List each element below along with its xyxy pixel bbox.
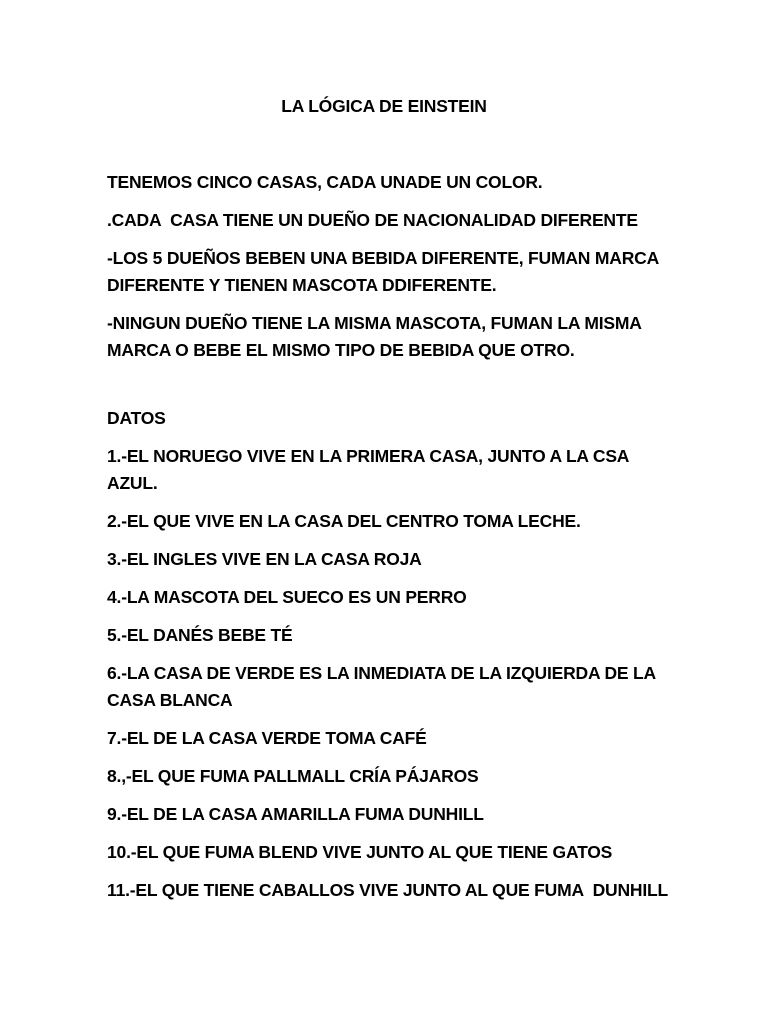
clue-item: 5.-EL DANÉS BEBE TÉ <box>107 625 293 645</box>
clue-item: 11.-EL QUE TIENE CABALLOS VIVE JUNTO AL QUE FUMA DUNHILL <box>107 880 668 900</box>
intro-paragraph-3: -LOS 5 DUEÑOS BEBEN UNA BEBIDA DIFERENTE, FUMAN MARCA DIFERENTE Y TIENEN MASCOTA DDIFERENTE. <box>107 248 659 295</box>
clue-item: 10.-EL QUE FUMA BLEND VIVE JUNTO AL QUE TIENE GATOS <box>107 842 613 862</box>
clue-item: 1.-EL NORUEGO VIVE EN LA PRIMERA CASA, JUNTO A LA CSA AZUL. <box>107 446 629 493</box>
clue-item: 8.,-EL QUE FUMA PALLMALL CRÍA PÁJAROS <box>107 766 479 786</box>
clue-item: 6.-LA CASA DE VERDE ES LA INMEDIATA DE LA IZQUIERDA DE LA CASA BLANCA <box>107 663 656 710</box>
clue-item: 4.-LA MASCOTA DEL SUECO ES UN PERRO <box>107 587 467 607</box>
section-spacer <box>107 375 667 405</box>
clue-item: 3.-EL INGLES VIVE EN LA CASA ROJA <box>107 549 422 569</box>
clue-item: 7.-EL DE LA CASA VERDE TOMA CAFÉ <box>107 728 427 748</box>
intro-paragraph-2: .CADA CASA TIENE UN DUEÑO DE NACIONALIDAD DIFERENTE <box>107 210 638 230</box>
data-heading: DATOS <box>107 408 166 428</box>
clue-item: 2.-EL QUE VIVE EN LA CASA DEL CENTRO TOMA LECHE. <box>107 511 581 531</box>
document-body <box>107 169 667 915</box>
intro-paragraph-4: -NINGUN DUEÑO TIENE LA MISMA MASCOTA, FUMAN LA MISMA MARCA O BEBE EL MISMO TIPO DE BEBIDA QUE OTRO. <box>107 313 642 360</box>
intro-paragraph-1: TENEMOS CINCO CASAS, CADA UNADE UN COLOR. <box>107 172 543 192</box>
clue-item: 9.-EL DE LA CASA AMARILLA FUMA DUNHILL <box>107 804 484 824</box>
document-title: LA LÓGICA DE EINSTEIN <box>281 96 487 116</box>
